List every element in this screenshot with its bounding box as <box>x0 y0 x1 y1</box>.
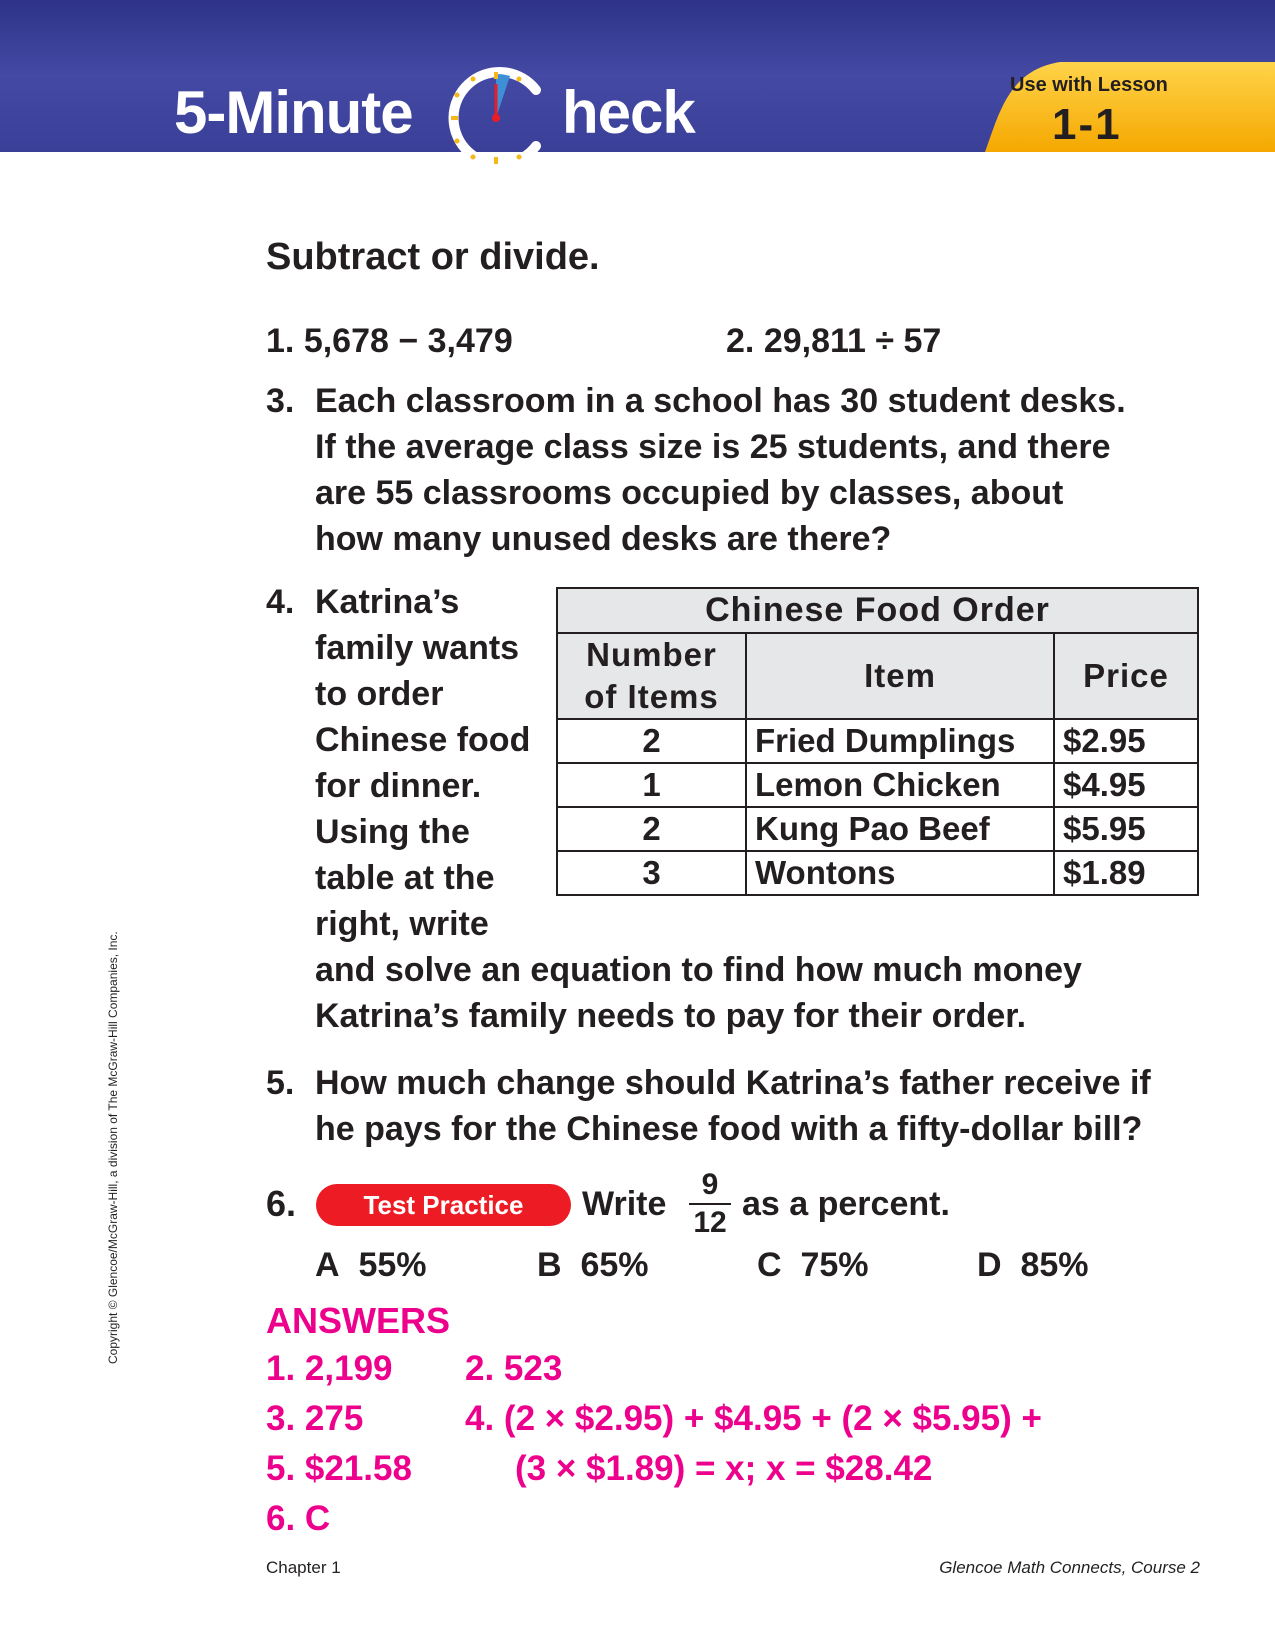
lesson-number: 1-1 <box>1052 100 1122 149</box>
title-word-heck: heck <box>562 79 695 146</box>
cell-item: Wontons <box>746 851 1054 895</box>
question-5-line: How much change should Katrina’s father receive if <box>315 1064 1151 1102</box>
instructions: Subtract or divide. <box>266 236 600 278</box>
choice-b <box>537 1242 649 1288</box>
question-4-number: 4. <box>266 583 295 621</box>
clock-icon <box>440 62 552 174</box>
table-row <box>557 807 1198 851</box>
header-price: Price <box>1054 633 1198 719</box>
answer-5: 5. $21.58 <box>266 1449 412 1488</box>
question-4-line: to order <box>315 675 444 713</box>
fraction-bar <box>689 1203 731 1205</box>
table-caption: Chinese Food Order <box>557 588 1198 633</box>
question-4-line: for dinner. <box>315 767 482 805</box>
chinese-food-order-table <box>556 587 1199 896</box>
question-5-line: he pays for the Chinese food with a fifty-dollar bill? <box>315 1110 1143 1148</box>
choice-a <box>315 1242 427 1288</box>
choice-letter: D <box>977 1246 1002 1284</box>
question-3-line: how many unused desks are there? <box>315 520 892 558</box>
choice-d <box>977 1242 1089 1288</box>
fraction-numerator: 9 <box>701 1168 719 1201</box>
cell-number: 2 <box>557 719 746 763</box>
answers-heading: ANSWERS <box>266 1300 451 1341</box>
choice-c <box>757 1242 869 1288</box>
choice-letter: C <box>757 1246 782 1284</box>
question-4-line: right, write <box>315 905 489 943</box>
cell-number: 1 <box>557 763 746 807</box>
question-5-number: 5. <box>266 1064 295 1102</box>
header-number-line2: of Items <box>584 678 719 715</box>
question-3-line: Each classroom in a school has 30 student desks. <box>315 382 1126 420</box>
choice-value: 65% <box>580 1246 649 1284</box>
question-2 <box>726 318 941 364</box>
choice-value: 55% <box>358 1246 427 1284</box>
question-6-text-before: Write <box>582 1185 667 1223</box>
question-6-number: 6. <box>266 1183 297 1224</box>
answer-2: 2. 523 <box>465 1349 563 1388</box>
test-practice-badge: Test Practice <box>316 1184 571 1226</box>
cell-item: Kung Pao Beef <box>746 807 1054 851</box>
question-2-text: 29,811 ÷ 57 <box>763 322 942 360</box>
footer-book-title: Glencoe Math Connects, Course 2 <box>939 1558 1200 1577</box>
question-4-line: table at the <box>315 859 495 897</box>
copyright-notice: Copyright © Glencoe/McGraw-Hill, a division of The McGraw-Hill Companies, Inc. <box>106 931 120 1364</box>
header-number-line1: Number <box>586 636 717 673</box>
answer-4-line2: (3 × $1.89) = x; x = $28.42 <box>515 1449 933 1488</box>
cell-price: $5.95 <box>1054 807 1198 851</box>
lesson-label: Use with Lesson <box>1010 74 1168 96</box>
choice-value: 85% <box>1020 1246 1089 1284</box>
question-1-number: 1. <box>266 322 295 360</box>
answer-1: 1. 2,199 <box>266 1349 393 1388</box>
table-row <box>557 763 1198 807</box>
header-number-of-items <box>557 633 746 719</box>
table-row <box>557 719 1198 763</box>
question-1 <box>266 318 513 364</box>
question-1-text: 5,678 − 3,479 <box>303 322 513 360</box>
footer-chapter: Chapter 1 <box>266 1558 341 1577</box>
answer-4-line1: 4. (2 × $2.95) + $4.95 + (2 × $5.95) + <box>465 1399 1042 1438</box>
cell-price: $2.95 <box>1054 719 1198 763</box>
question-6-fraction <box>685 1168 735 1240</box>
question-4-line: Katrina’s family needs to pay for their order. <box>315 997 1027 1035</box>
answer-6: 6. C <box>266 1499 331 1538</box>
title-word-minute: 5-Minute <box>174 79 413 146</box>
question-3-number: 3. <box>266 382 295 420</box>
choice-value: 75% <box>800 1246 869 1284</box>
cell-price: $4.95 <box>1054 763 1198 807</box>
question-6-text-after: as a percent. <box>742 1185 950 1223</box>
choice-letter: A <box>315 1246 340 1284</box>
question-4-line: family wants <box>315 629 520 667</box>
cell-number: 2 <box>557 807 746 851</box>
fraction-denominator: 12 <box>693 1206 727 1239</box>
header-banner <box>0 0 1275 160</box>
table-row <box>557 851 1198 895</box>
choice-letter: B <box>537 1246 562 1284</box>
question-4-line: and solve an equation to find how much money <box>315 951 1082 989</box>
header-item: Item <box>746 633 1054 719</box>
answer-3: 3. 275 <box>266 1399 364 1438</box>
question-2-number: 2. <box>726 322 755 360</box>
question-3-line: are 55 classrooms occupied by classes, about <box>315 474 1064 512</box>
cell-number: 3 <box>557 851 746 895</box>
question-3-line: If the average class size is 25 students, and there <box>315 428 1111 466</box>
cell-price: $1.89 <box>1054 851 1198 895</box>
cell-item: Lemon Chicken <box>746 763 1054 807</box>
question-4-line: Using the <box>315 813 470 851</box>
cell-item: Fried Dumplings <box>746 719 1054 763</box>
question-4-line: Katrina’s <box>315 583 460 621</box>
question-4-line: Chinese food <box>315 721 531 759</box>
